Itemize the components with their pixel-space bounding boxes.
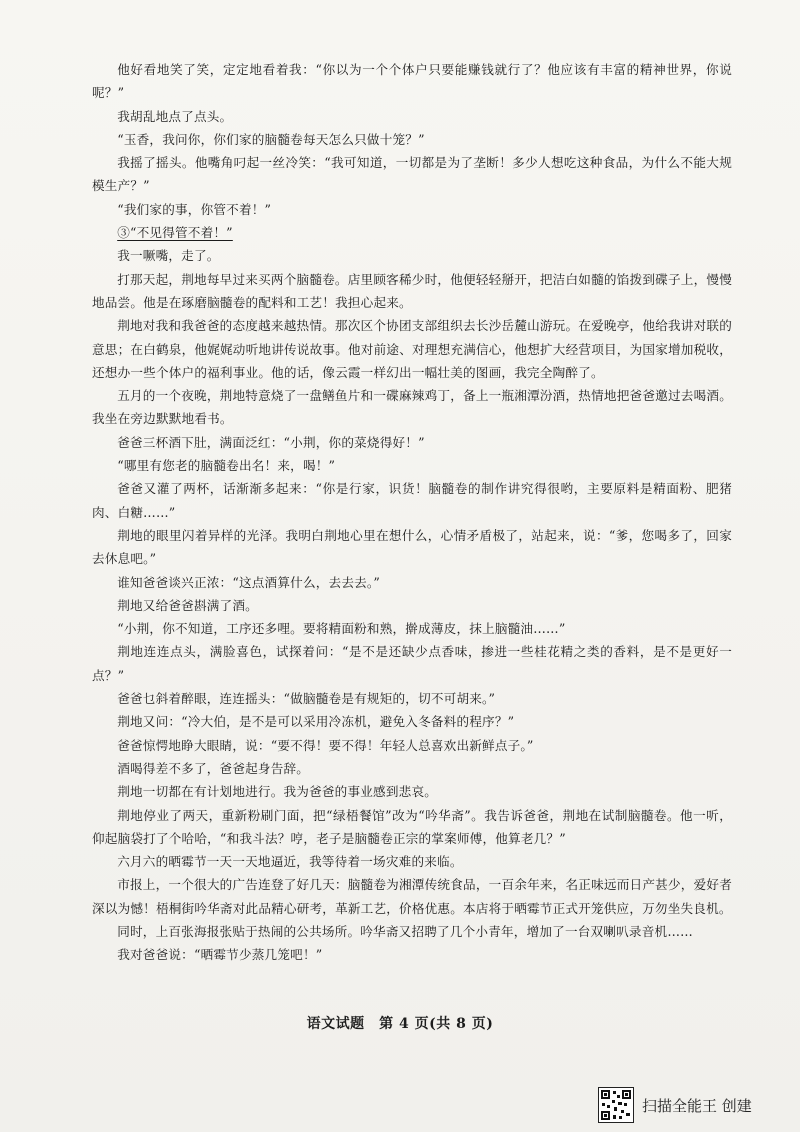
paragraph: 爸爸乜斜着醉眼，连连摇头：“做脑髓卷是有规矩的，切不可胡来。” xyxy=(117,691,496,707)
paragraph: 荆地又给爸爸斟满了酒。 xyxy=(117,597,258,613)
paragraph: “小荆，你不知道，工序还多哩。要将精面粉和熟，擀成薄皮，抹上脑髓油……” xyxy=(117,621,566,637)
paragraph: “我们家的事，你管不着！” xyxy=(117,201,272,217)
paragraph: 荆地又问：“冷大伯，是不是可以采用冷冻机，避免入冬备料的程序？” xyxy=(117,714,515,730)
paragraph: 我一噘嘴，走了。 xyxy=(117,248,220,264)
paragraph: 荆地对我和我爸爸的态度越来越热情。那次区个协团支部组织去长沙岳麓山游玩。在爱晚亭，他给我讲对联的意思；在白鹤泉，他娓娓动听地讲传说故事。他对前途、对理想充满信心，他想扩大经营项目，为国家增加税收，还想办一些个体户的福利事业。他的话，像云霞一样幻出一幅壮美的图画，我完全陶醉了。 xyxy=(92,318,732,380)
paragraph: 爸爸又灌了两杯，话渐渐多起来：“你是行家，识货！脑髓卷的制作讲究得很哟，主要原料是精面粉、肥猪肉、白糖……” xyxy=(92,481,732,520)
paragraph: 荆地连连点头，满脸喜色，试探着问：“是不是还缺少点香味，掺进一些桂花精之类的香料，是不是更好一点？” xyxy=(92,644,732,683)
paragraph: 爸爸惊愕地睁大眼睛，说：“要不得！要不得！年轻人总喜欢出新鲜点子。” xyxy=(117,737,534,753)
paragraph: 打那天起，荆地每早过来买两个脑髓卷。店里顾客稀少时，他便轻轻掰开，把洁白如髓的馅拨到碟子上，慢慢地品尝。他是在琢磨脑髓卷的配料和工艺！我担心起来。 xyxy=(92,271,732,310)
page-footer: 语文试题 第 4 页(共 8 页) xyxy=(306,1016,494,1032)
paragraph: “哪里有您老的脑髓卷出名！来，喝！” xyxy=(117,458,336,474)
paragraph: 荆地的眼里闪着异样的光泽。我明白荆地心里在想什么，心情矛盾极了，站起来，说：“爹，您喝多了，回家去休息吧。” xyxy=(92,527,732,567)
paragraph: 同时，上百张海报张贴于热闹的公共场所。吟华斋又招聘了几个小青年，增加了一台双喇叭录音机…… xyxy=(117,923,693,939)
qr-code-icon xyxy=(598,1087,634,1123)
paragraph-underlined xyxy=(92,221,732,244)
paragraph: 他好看地笑了笑，定定地看着我：“你以为一个个体户只要能赚钱就行了？他应该有丰富的精神世界，你说呢？” xyxy=(92,62,732,101)
paragraph: 荆地停业了两天，重新粉刷门面，把“绿梧餐馆”改为“吟华斋”。我告诉爸爸，荆地在试制脑髓卷。他一听，仰起脑袋打了个哈哈，“和我斗法？哼，老子是脑髓卷正宗的掌案师傅，他算老几？” xyxy=(92,807,732,846)
paragraph: 荆地一切都在有计划地进行。我为爸爸的事业感到悲哀。 xyxy=(117,784,438,800)
paragraph: 市报上，一个很大的广告连登了好几天：脑髓卷为湘潭传统食品，一百余年来，名正味远而日产甚少，爱好者深以为憾！梧桐街吟华斋对此品精心研考，革新工艺，价格优惠。本店将于晒霉节正式开笼供应，万勿坐失良机。 xyxy=(92,877,732,916)
watermark-text: 扫描全能王 创建 xyxy=(642,1096,752,1115)
paragraph: 谁知爸爸谈兴正浓：“这点酒算什么，去去去。” xyxy=(117,574,381,590)
paragraph: 我摇了摇头。他嘴角叼起一丝冷笑：“我可知道，一切都是为了垄断！多少人想吃这种食品，为什么不能大规模生产？” xyxy=(92,155,732,194)
paragraph: 爸爸三杯酒下肚，满面泛红：“小荆，你的菜烧得好！” xyxy=(117,434,425,450)
paragraph: 我胡乱地点了点头。 xyxy=(117,108,233,124)
paragraph: “玉香，我问你，你们家的脑髓卷每天怎么只做十笼？” xyxy=(117,131,425,147)
paragraph: 酒喝得差不多了，爸爸起身告辞。 xyxy=(117,760,310,776)
paragraph: 五月的一个夜晚，荆地特意烧了一盘鳝鱼片和一碟麻辣鸡丁，备上一瓶湘潭汾酒，热情地把爸爸邀过去喝酒。我坐在旁边默默地看书。 xyxy=(92,388,732,427)
paragraph: 六月六的晒霉节一天一天地逼近，我等待着一场灾难的来临。 xyxy=(117,854,463,870)
paragraph: 我对爸爸说：“晒霉节少蒸几笼吧！” xyxy=(117,947,323,963)
scanner-watermark xyxy=(598,1085,752,1125)
article-text xyxy=(92,58,732,967)
underlined-sentence: ③“不见得管不着！” xyxy=(117,225,233,241)
